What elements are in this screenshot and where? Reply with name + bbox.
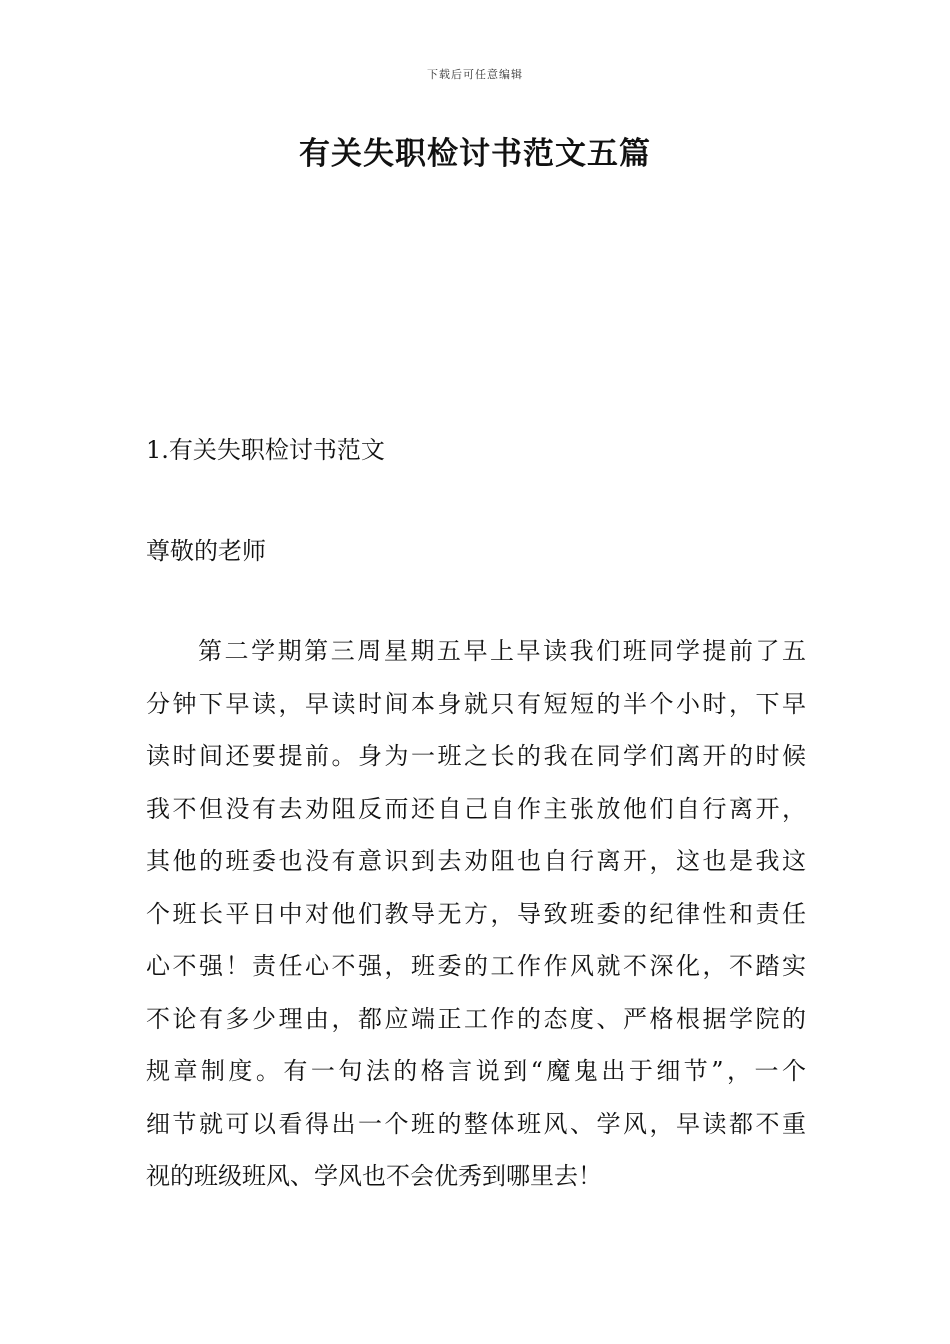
document-title: 有关失职检讨书范文五篇 — [299, 136, 651, 172]
body-line: 我不但没有去劝阻反而还自己自作主张放他们自行离开， — [146, 794, 806, 823]
body-line: 分钟下早读，早读时间本身就只有短短的半个小时，下早 — [146, 689, 806, 718]
body-line: 细节就可以看得出一个班的整体班风、学风，早读都不重 — [146, 1109, 806, 1138]
header-note: 下载后可任意编辑 — [427, 68, 523, 81]
body-line: 不论有多少理由，都应端正工作的态度、严格根据学院的 — [146, 1004, 806, 1033]
body-line: 心不强！责任心不强，班委的工作作风就不深化，不踏实 — [146, 952, 806, 980]
body-line: 读时间还要提前。身为一班之长的我在同学们离开的时候 — [146, 742, 806, 770]
salutation: 尊敬的老师 — [146, 537, 266, 565]
body-line: 视的班级班风、学风也不会优秀到哪里去！ — [146, 1162, 602, 1190]
body-line: 其他的班委也没有意识到去劝阻也自行离开，这也是我这 — [146, 847, 806, 875]
body-paragraph — [146, 625, 806, 1203]
body-line: 个班长平日中对他们教导无方，导致班委的纪律性和责任 — [146, 899, 806, 928]
body-line: 规章制度。有一句法的格言说到“魔鬼出于细节”，一个 — [146, 1057, 806, 1085]
section-heading: 1.有关失职检讨书范文 — [146, 436, 385, 464]
body-line: 第二学期第三周星期五早上早读我们班同学提前了五 — [198, 637, 806, 665]
